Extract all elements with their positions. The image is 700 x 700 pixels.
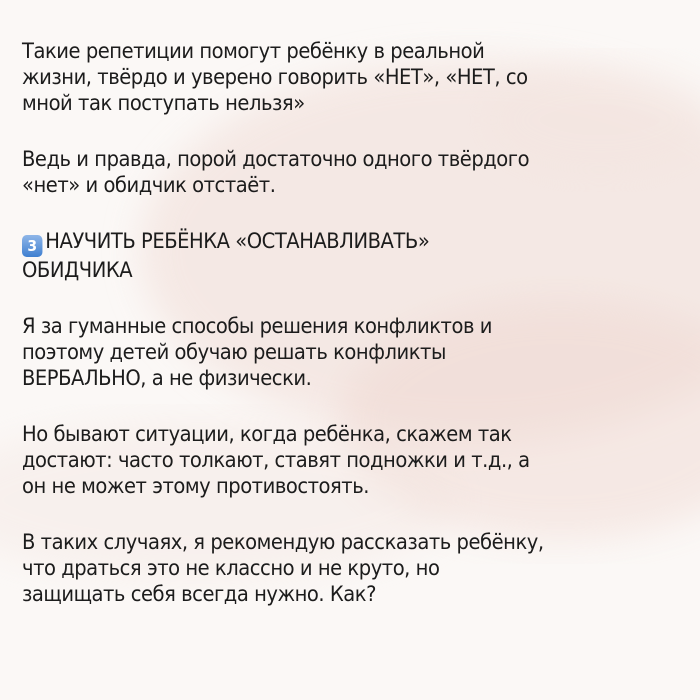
text-line: он не может этому противостоять. [22,474,370,498]
text-line: Ведь и правда, порой достаточно одного твёрдого [22,147,530,171]
text-line: Я за гуманные способы решения конфликтов и [22,314,492,338]
text-line: достают: часто толкают, ставят подножки и т.д., а [22,448,530,472]
section-heading [22,228,692,283]
number-three-icon: 3 [22,235,42,257]
text-line: поэтому детей обучаю решать конфликты [22,340,446,364]
text-line: жизни, твёрдо и уверено говорить «НЕТ», «НЕТ, со [22,65,528,89]
text-line: что драться это не классно и не круто, но [22,556,440,580]
paragraph-2 [22,146,692,198]
text-line: мной так поступать нельзя» [22,91,305,115]
heading-line-1 [22,228,692,257]
text-line: В таких случаях, я рекомендую рассказать ребёнку, [22,530,544,554]
text-line: защищать себя всегда нужно. Как? [22,582,377,606]
paragraph-5 [22,529,692,607]
heading-line-2: ОБИДЧИКА [22,258,133,282]
text-line: Такие репетиции помогут ребёнку в реальной [22,39,485,63]
paragraph-4 [22,421,692,499]
paragraph-3 [22,313,692,391]
text-line: «нет» и обидчик отстаёт. [22,173,276,197]
text-line: Но бывают ситуации, когда ребёнка, скажем так [22,422,512,446]
heading-text: НАУЧИТЬ РЕБЁНКА «ОСТАНАВЛИВАТЬ» [45,229,430,253]
text-line: ВЕРБАЛЬНО, а не физически. [22,366,312,390]
paragraph-1 [22,38,692,116]
